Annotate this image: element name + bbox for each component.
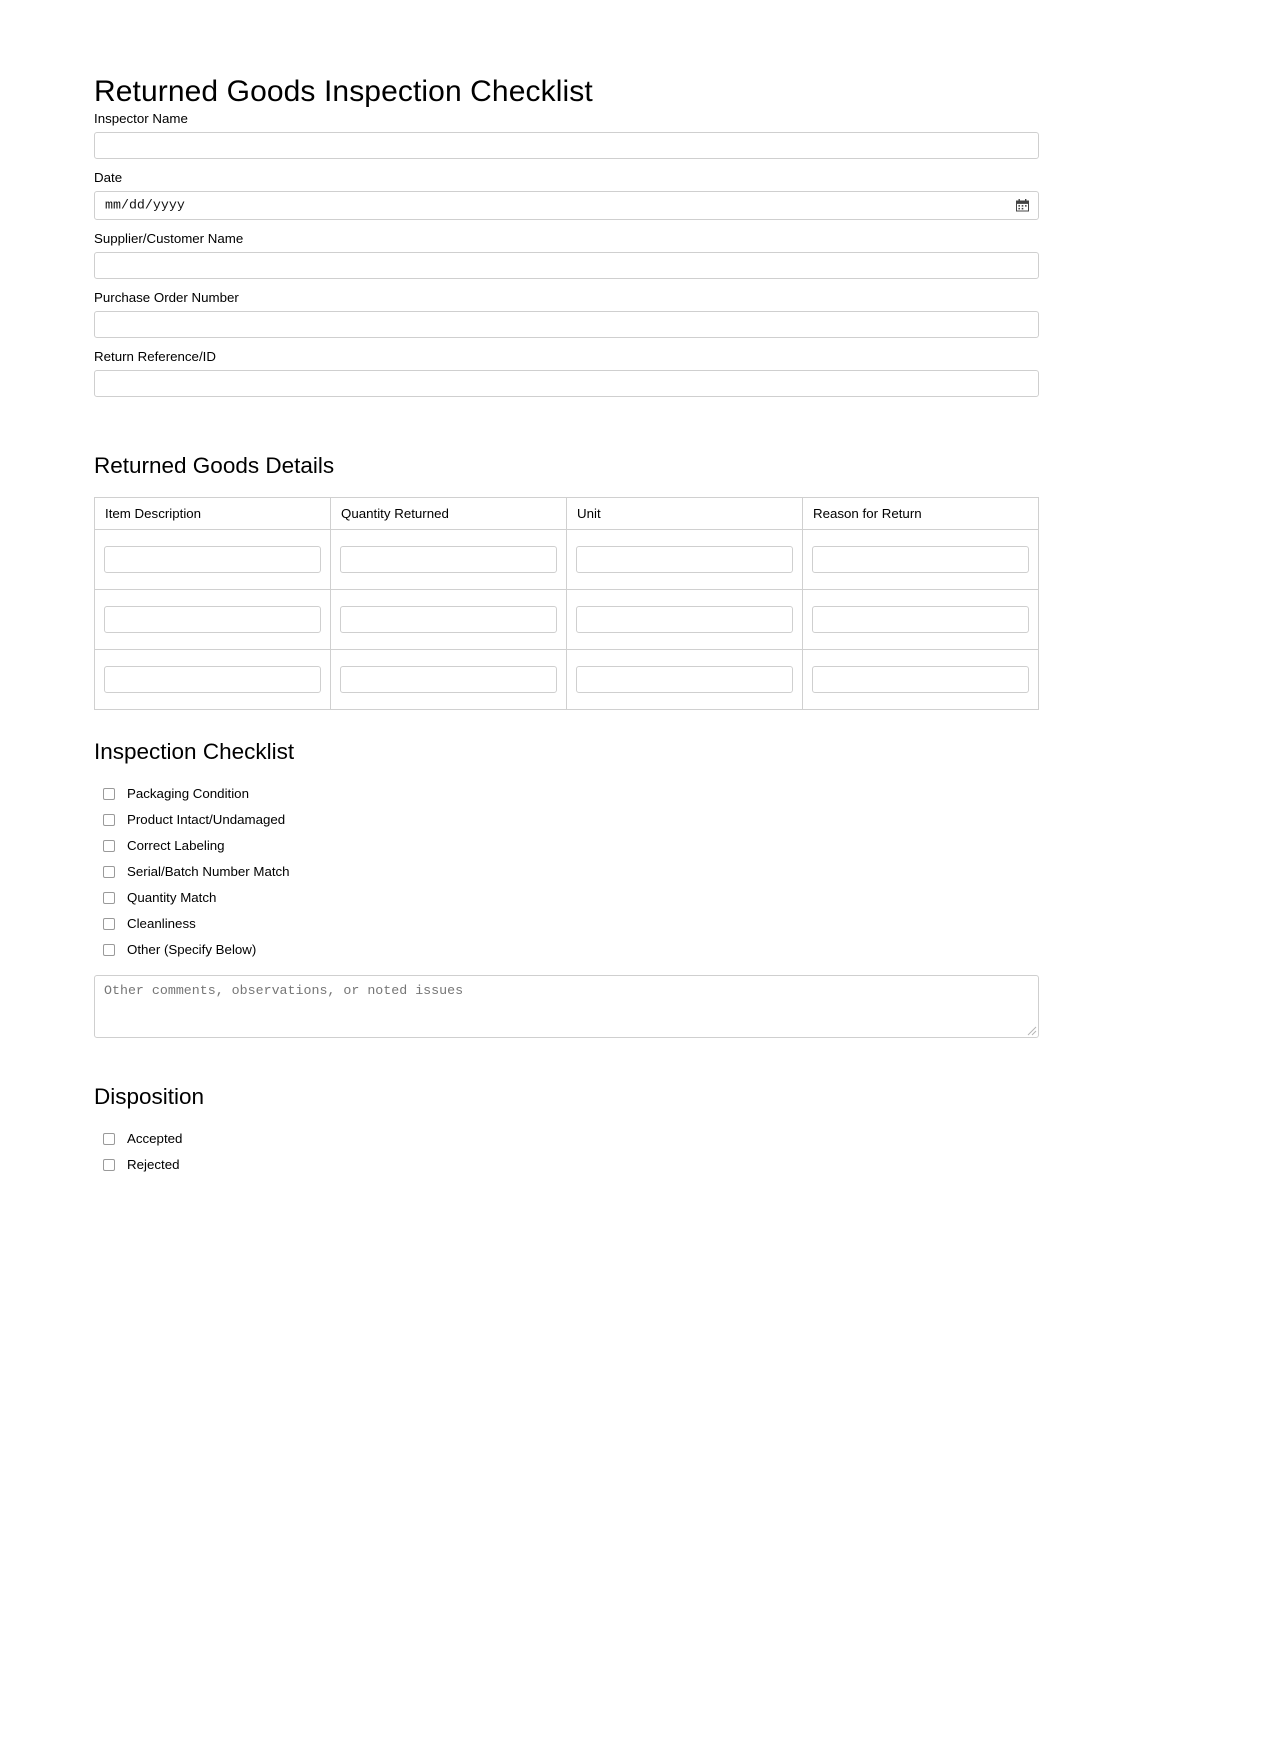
checklist-item-cleanliness[interactable]	[94, 911, 1039, 937]
checkbox-serial-batch-number-match[interactable]	[103, 866, 115, 878]
field-label-date: Date	[94, 169, 123, 185]
checklist-label: Correct Labeling	[127, 837, 225, 853]
item-description-input-row-3[interactable]	[104, 666, 321, 693]
page-title: Returned Goods Inspection Checklist	[94, 75, 593, 108]
table-cell-quantity-returned	[331, 529, 567, 589]
table-cell-quantity-returned	[331, 649, 567, 709]
disposition-item-accepted[interactable]	[94, 1126, 1039, 1152]
date-input-wrapper	[94, 191, 1039, 220]
column-header-quantity-returned: Quantity Returned	[331, 497, 567, 529]
item-description-input-row-2[interactable]	[104, 606, 321, 633]
item-description-input-row-1[interactable]	[104, 546, 321, 573]
unit-input-row-1[interactable]	[576, 546, 793, 573]
reason-for-return-input-row-2[interactable]	[812, 606, 1029, 633]
section-title-disposition: Disposition	[94, 1083, 205, 1109]
returned-goods-table	[94, 497, 1039, 710]
reason-for-return-input-row-3[interactable]	[812, 666, 1029, 693]
field-label-purchase-order-number: Purchase Order Number	[94, 289, 239, 305]
checkbox-product-intact-undamaged[interactable]	[103, 814, 115, 826]
checkbox-accepted[interactable]	[103, 1133, 115, 1145]
disposition-label: Accepted	[127, 1130, 183, 1146]
disposition-label: Rejected	[127, 1156, 180, 1172]
supplier-customer-name-input[interactable]	[94, 252, 1039, 279]
disposition-group	[94, 1126, 1039, 1178]
table-cell-reason-for-return	[803, 649, 1039, 709]
inspector-name-input[interactable]	[94, 132, 1039, 159]
field-label-inspector-name: Inspector Name	[94, 111, 188, 126]
notes-wrapper	[94, 975, 1039, 1038]
checklist-label: Quantity Match	[127, 889, 217, 905]
column-header-reason-for-return: Reason for Return	[803, 497, 1039, 529]
reason-for-return-input-row-1[interactable]	[812, 546, 1029, 573]
checklist-item-serial-batch-number-match[interactable]	[94, 859, 1039, 885]
field-label-return-reference-id: Return Reference/ID	[94, 348, 216, 364]
quantity-returned-input-row-3[interactable]	[340, 666, 557, 693]
table-row	[95, 649, 1039, 709]
table-cell-reason-for-return	[803, 589, 1039, 649]
checkbox-correct-labeling[interactable]	[103, 840, 115, 852]
table-cell-quantity-returned	[331, 589, 567, 649]
field-return-reference-id	[94, 348, 1039, 397]
quantity-returned-input-row-2[interactable]	[340, 606, 557, 633]
checklist-label: Product Intact/Undamaged	[127, 811, 286, 827]
checkbox-quantity-match[interactable]	[103, 892, 115, 904]
checklist-item-product-intact-undamaged[interactable]	[94, 807, 1039, 833]
quantity-returned-input-row-1[interactable]	[340, 546, 557, 573]
disposition-item-rejected[interactable]	[94, 1152, 1039, 1178]
table-cell-reason-for-return	[803, 529, 1039, 589]
field-label-supplier-customer-name: Supplier/Customer Name	[94, 230, 244, 246]
table-cell-unit	[567, 649, 803, 709]
checklist-label: Packaging Condition	[127, 785, 249, 801]
table-row	[95, 589, 1039, 649]
checkbox-cleanliness[interactable]	[103, 918, 115, 930]
checklist-item-correct-labeling[interactable]	[94, 833, 1039, 859]
checklist-item-packaging-condition[interactable]	[94, 781, 1039, 807]
page-content	[94, 0, 1039, 1178]
unit-input-row-2[interactable]	[576, 606, 793, 633]
table-cell-item-description	[95, 649, 331, 709]
checklist-label: Cleanliness	[127, 915, 196, 931]
inspection-notes-textarea[interactable]	[94, 975, 1039, 1038]
field-inspector-name	[94, 110, 1039, 159]
checkbox-other-specify-below[interactable]	[103, 944, 115, 956]
unit-input-row-3[interactable]	[576, 666, 793, 693]
table-cell-unit	[567, 529, 803, 589]
date-input[interactable]	[94, 191, 1039, 220]
table-row	[95, 529, 1039, 589]
table-cell-unit	[567, 589, 803, 649]
field-supplier-customer-name	[94, 230, 1039, 279]
checkbox-packaging-condition[interactable]	[103, 788, 115, 800]
return-reference-id-input[interactable]	[94, 370, 1039, 397]
section-title-inspection-checklist: Inspection Checklist	[94, 738, 295, 764]
checklist-label: Other (Specify Below)	[127, 941, 257, 957]
column-header-item-description: Item Description	[95, 497, 331, 529]
checkbox-rejected[interactable]	[103, 1159, 115, 1171]
section-title-returned-goods-details: Returned Goods Details	[94, 452, 335, 478]
purchase-order-number-input[interactable]	[94, 311, 1039, 338]
field-date	[94, 169, 1039, 220]
column-header-unit: Unit	[567, 497, 803, 529]
date-placeholder-text: mm/dd/yyyy	[105, 197, 185, 213]
table-header-row	[95, 497, 1039, 529]
inspection-checklist-group	[94, 781, 1039, 963]
checklist-item-quantity-match[interactable]	[94, 885, 1039, 911]
table-cell-item-description	[95, 589, 331, 649]
table-cell-item-description	[95, 529, 331, 589]
field-purchase-order-number	[94, 289, 1039, 338]
checklist-label: Serial/Batch Number Match	[127, 863, 290, 879]
checklist-item-other-specify-below[interactable]	[94, 937, 1039, 963]
